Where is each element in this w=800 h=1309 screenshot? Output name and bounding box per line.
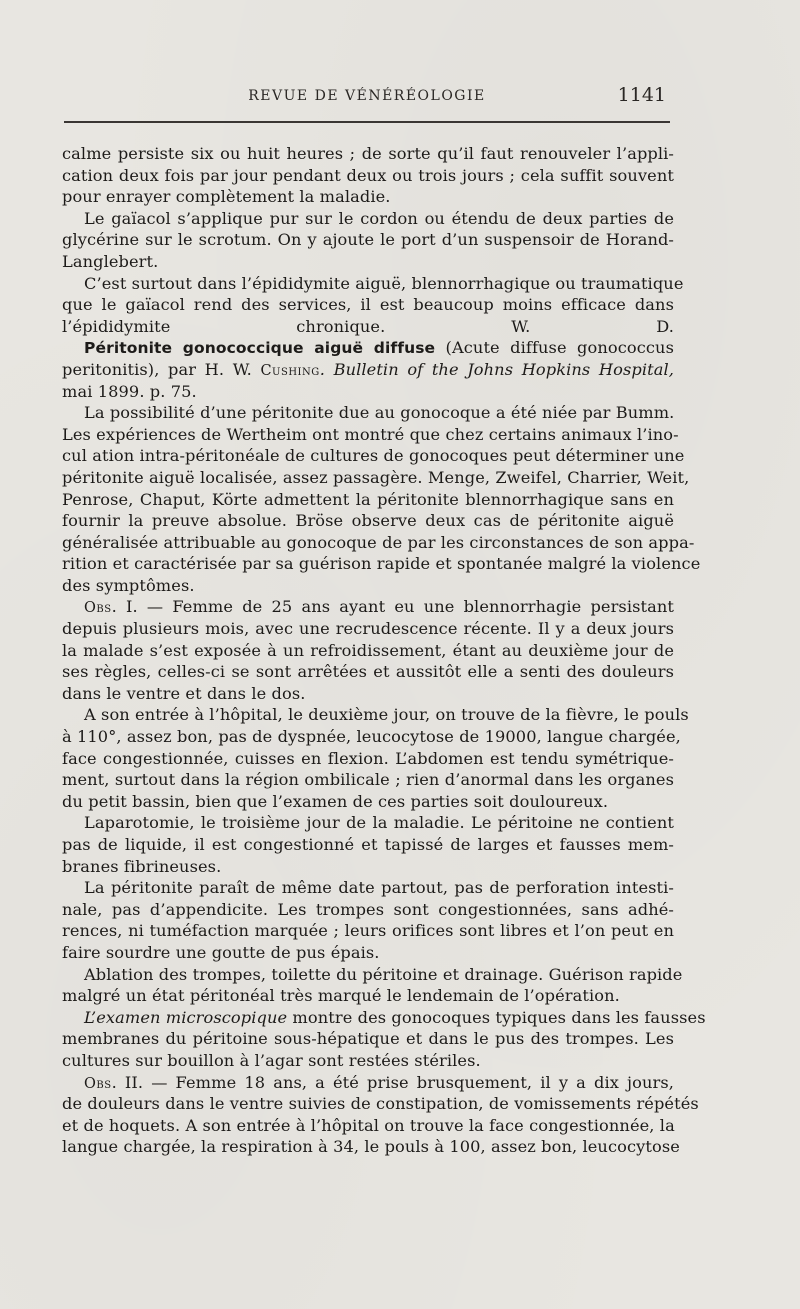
text-line xyxy=(62,683,674,705)
line-text: pour enrayer complètement la maladie. xyxy=(62,187,391,207)
line-text: cul ation intra-péritonéale de cultures de gonocoques peut déterminer une xyxy=(62,446,685,466)
text-line xyxy=(62,618,674,640)
small-caps-label: Obs xyxy=(84,1075,112,1092)
text-line xyxy=(62,726,681,748)
line-text: langue chargée, la respiration à 34, le pouls à 100, assez bon, leucocytose xyxy=(62,1137,680,1157)
section-heading: Péritonite gonococcique aiguë diffuse xyxy=(84,339,436,358)
line-text: la malade s’est exposée à un refroidissement, étant au deuxième jour de xyxy=(62,640,674,660)
text-line xyxy=(62,920,674,942)
text-line xyxy=(62,1115,674,1137)
line-text: branes fibrineuses. xyxy=(62,856,222,876)
text-line xyxy=(62,316,674,338)
italic-phrase: L’examen microscopique xyxy=(84,1007,288,1027)
text-line xyxy=(62,877,674,899)
text-line xyxy=(62,769,674,791)
citation-source: . Bulletin of the Johns Hopkins Hospital, xyxy=(319,359,674,379)
journal-title: REVUE DE VÉNÉRÉOLOGIE xyxy=(248,88,486,104)
line-text: nale, pas d’appendicite. Les trompes sont congestionnées, sans adhé- xyxy=(62,899,674,919)
line-text: et de hoquets. A son entrée à l’hôpital on trouve la face congestionnée, la xyxy=(62,1115,675,1135)
line-text: membranes du péritoine sous-hépatique et dans le pus des trompes. Les xyxy=(62,1029,674,1049)
line-text: généralisée attribuable au gonocoque de par les circonstances de son appa- xyxy=(62,532,695,552)
text-line xyxy=(62,964,683,986)
text-line xyxy=(62,1007,706,1029)
line-text: pas de liquide, il est congestionné et tapissé de larges et fausses mem- xyxy=(62,835,674,854)
line-text: l’épididymite chronique. W. D. xyxy=(62,316,674,336)
text-line xyxy=(62,165,674,187)
line-text: glycérine sur le scrotum. On y ajoute le port d’un suspensoir de Horand- xyxy=(62,230,674,250)
text-line xyxy=(62,856,674,878)
text-line xyxy=(62,532,695,554)
line-text: depuis plusieurs mois, avec une recrudescence récente. Il y a deux jours xyxy=(62,619,674,639)
text-line xyxy=(62,575,674,597)
text-line xyxy=(62,704,689,726)
text-line xyxy=(62,985,674,1007)
text-line xyxy=(62,273,684,295)
text-line xyxy=(62,294,674,316)
header-rule xyxy=(64,121,670,123)
text-line xyxy=(62,186,674,208)
text-line xyxy=(62,834,674,856)
line-text: dans le ventre et dans le dos. xyxy=(62,683,306,703)
line-text: Laparotomie, le troisième jour de la maladie. Le péritoine ne contient xyxy=(84,813,674,833)
line-text: ses règles, celles-ci se sont arrêtées et aussitôt elle a senti des douleurs xyxy=(62,662,674,682)
line-text: . I. — Femme de 25 ans ayant eu une blennorrhagie persistant xyxy=(111,597,674,617)
article-body xyxy=(62,143,706,1158)
line-text: peritonitis), par H. W. xyxy=(62,359,261,379)
line-text: face congestionnée, cuisses en flexion. L’abdomen est tendu symétrique- xyxy=(62,748,674,768)
text-line xyxy=(62,596,674,618)
line-text: A son entrée à l’hôpital, le deuxième jour, on trouve de la fièvre, le pouls xyxy=(84,705,689,725)
line-text: faire sourdre une goutte de pus épais. xyxy=(62,942,380,962)
text-line xyxy=(62,251,674,273)
text-line xyxy=(62,229,674,251)
line-text: des symptômes. xyxy=(62,575,195,595)
line-text: que le gaïacol rend des services, il est beaucoup moins efficace dans xyxy=(62,295,674,315)
line-text: cation deux fois par jour pendant deux ou trois jours ; cela suffit souvent xyxy=(62,165,674,185)
text-line xyxy=(62,510,674,532)
line-text: montre des gonocoques typiques dans les fausses xyxy=(287,1007,706,1027)
text-line xyxy=(62,1050,674,1072)
author-name: Cushing xyxy=(260,362,320,379)
line-text: Le gaïacol s’applique pur sur le cordon ou étendu de deux parties de xyxy=(84,208,674,228)
text-line xyxy=(62,661,674,683)
text-line xyxy=(62,791,674,813)
text-line xyxy=(62,640,674,662)
text-line xyxy=(62,812,674,834)
line-text: rition et caractérisée par sa guérison rapide et spontanée malgré la violence xyxy=(62,554,701,574)
line-text: Ablation des trompes, toilette du péritoine et drainage. Guérison rapide xyxy=(84,964,683,984)
text-line xyxy=(62,381,674,403)
line-text: calme persiste six ou huit heures ; de sorte qu’il faut renouveler l’appli- xyxy=(62,144,674,163)
text-line xyxy=(62,1136,680,1158)
text-line xyxy=(62,553,701,575)
line-text: La possibilité d’une péritonite due au gonocoque a été niée par Bumm. xyxy=(84,403,675,423)
text-line xyxy=(62,1028,674,1050)
text-line xyxy=(62,467,690,489)
line-text: du petit bassin, bien que l’examen de ces parties soit douloureux. xyxy=(62,791,609,811)
text-line xyxy=(62,942,674,964)
line-text: La péritonite paraît de même date partout, pas de perforation intesti- xyxy=(84,878,674,898)
line-text: à 110°, assez bon, pas de dyspnée, leucocytose de 19000, langue chargée, xyxy=(62,727,681,747)
line-text: rences, ni tuméfaction marquée ; leurs orifices sont libres et l’on peut en xyxy=(62,921,674,941)
text-line xyxy=(62,899,674,921)
line-text: Penrose, Chaput, Körte admettent la péritonite blennorrhagique sans en xyxy=(62,489,674,509)
text-line xyxy=(62,143,674,165)
line-text: fournir la preuve absolue. Bröse observe deux cas de péritonite aiguë xyxy=(62,511,674,531)
line-text: C’est surtout dans l’épididymite aiguë, blennorrhagique ou traumatique xyxy=(84,273,684,293)
line-text: ment, surtout dans la région ombilicale ; rien d’anormal dans les organes xyxy=(62,770,674,790)
page-number: 1141 xyxy=(617,84,666,106)
text-line xyxy=(62,359,674,381)
line-text: Langlebert. xyxy=(62,251,159,271)
small-caps-label: Obs xyxy=(84,600,112,617)
text-line xyxy=(62,489,674,511)
text-line xyxy=(62,1093,699,1115)
running-header xyxy=(62,84,672,114)
text-line xyxy=(62,424,679,446)
text-line xyxy=(62,402,674,424)
line-text: Les expériences de Wertheim ont montré que chez certains animaux l’ino- xyxy=(62,424,679,444)
line-text: mai 1899. p. 75. xyxy=(62,381,197,401)
text-line xyxy=(62,208,674,230)
text-line xyxy=(62,445,685,467)
line-text: malgré un état péritonéal très marqué le lendemain de l’opération. xyxy=(62,986,620,1006)
text-line xyxy=(62,748,674,770)
line-text: (Acute diffuse gonococcus xyxy=(435,338,674,358)
line-text: péritonite aiguë localisée, assez passagère. Menge, Zweifel, Charrier, Weit, xyxy=(62,467,690,487)
text-line xyxy=(62,1072,674,1094)
line-text: de douleurs dans le ventre suivies de constipation, de vomissements répétés xyxy=(62,1094,699,1114)
text-line xyxy=(62,337,674,359)
line-text: . II. — Femme 18 ans, a été prise brusquement, il y a dix jours, xyxy=(111,1072,674,1092)
line-text: cultures sur bouillon à l’agar sont restées stériles. xyxy=(62,1050,481,1070)
